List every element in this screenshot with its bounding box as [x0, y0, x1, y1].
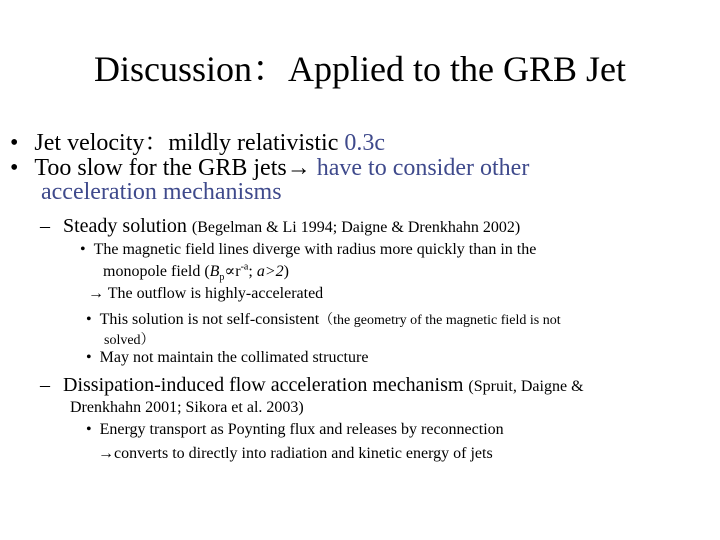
b-symbol: B: [209, 263, 220, 280]
slide-title: Discussion：Applied to the GRB Jet: [94, 49, 626, 89]
steady-point-1-continuation: [103, 261, 289, 283]
bullet-too-slow: [10, 155, 529, 182]
dissipation-reference-continuation: Drenkhahn 2001; Sikora et al. 2003): [70, 399, 304, 416]
bullet-marker: •: [80, 241, 86, 258]
dissipation-point-1-continuation: →converts to directly into radiation and kinetic energy of jets: [98, 445, 493, 462]
proportional-r: ∝r: [224, 263, 241, 280]
p-subscript: p: [219, 272, 225, 284]
bullet-marker: •: [10, 130, 19, 156]
bullet-jet-velocity: [10, 122, 385, 157]
subheading-steady: [40, 215, 520, 238]
steady-point-2-text: This solution is not self-consistent: [99, 311, 320, 328]
close-paren: ): [283, 263, 289, 280]
dissipation-point-1-text: Energy transport as Poynting flux and releases by reconnection: [99, 421, 504, 438]
bullet-text: Too slow for the GRB jets→: [34, 155, 317, 181]
bullet-marker: •: [86, 311, 92, 328]
dissipation-label: Dissipation-induced flow acceleration mechanism: [63, 374, 469, 396]
steady-point-2: [86, 309, 561, 329]
steady-point-2-paren: （the geometry of the magnetic field is not: [319, 313, 561, 328]
bullet-marker: •: [86, 349, 92, 366]
dash-marker: –: [40, 215, 50, 237]
bullet-text: Jet velocity：mildly relativistic: [34, 130, 345, 156]
subheading-dissipation: [40, 374, 584, 397]
bullet-accent-text: have to consider other: [316, 155, 530, 181]
arrow-outflow: → The outflow is highly-accelerated: [88, 285, 324, 302]
dash-marker: –: [40, 374, 50, 396]
steady-point-3-text: May not maintain the collimated structure: [99, 349, 369, 366]
steady-point-3: [86, 349, 368, 367]
monopole-text: monopole field (: [103, 263, 210, 280]
steady-point-1-text: The magnetic field lines diverge with radius more quickly than in the: [93, 241, 537, 258]
velocity-value: 0.3c: [344, 130, 385, 156]
exponent: -a: [240, 261, 249, 273]
steady-point-1: [80, 241, 536, 259]
dissipation-reference: (Spruit, Daigne &: [468, 378, 584, 395]
separator: ;: [248, 263, 257, 280]
bullet-accent-continuation: acceleration mechanisms: [41, 179, 282, 205]
bullet-marker: •: [86, 421, 92, 438]
steady-label: Steady solution: [63, 215, 192, 237]
bullet-marker: •: [10, 155, 19, 181]
steady-reference: (Begelman & Li 1994; Daigne & Drenkhahn 2002): [191, 219, 521, 236]
dissipation-point-1: [86, 421, 504, 439]
steady-point-2-continuation: solved）: [104, 333, 155, 348]
condition: a>2: [256, 263, 284, 280]
